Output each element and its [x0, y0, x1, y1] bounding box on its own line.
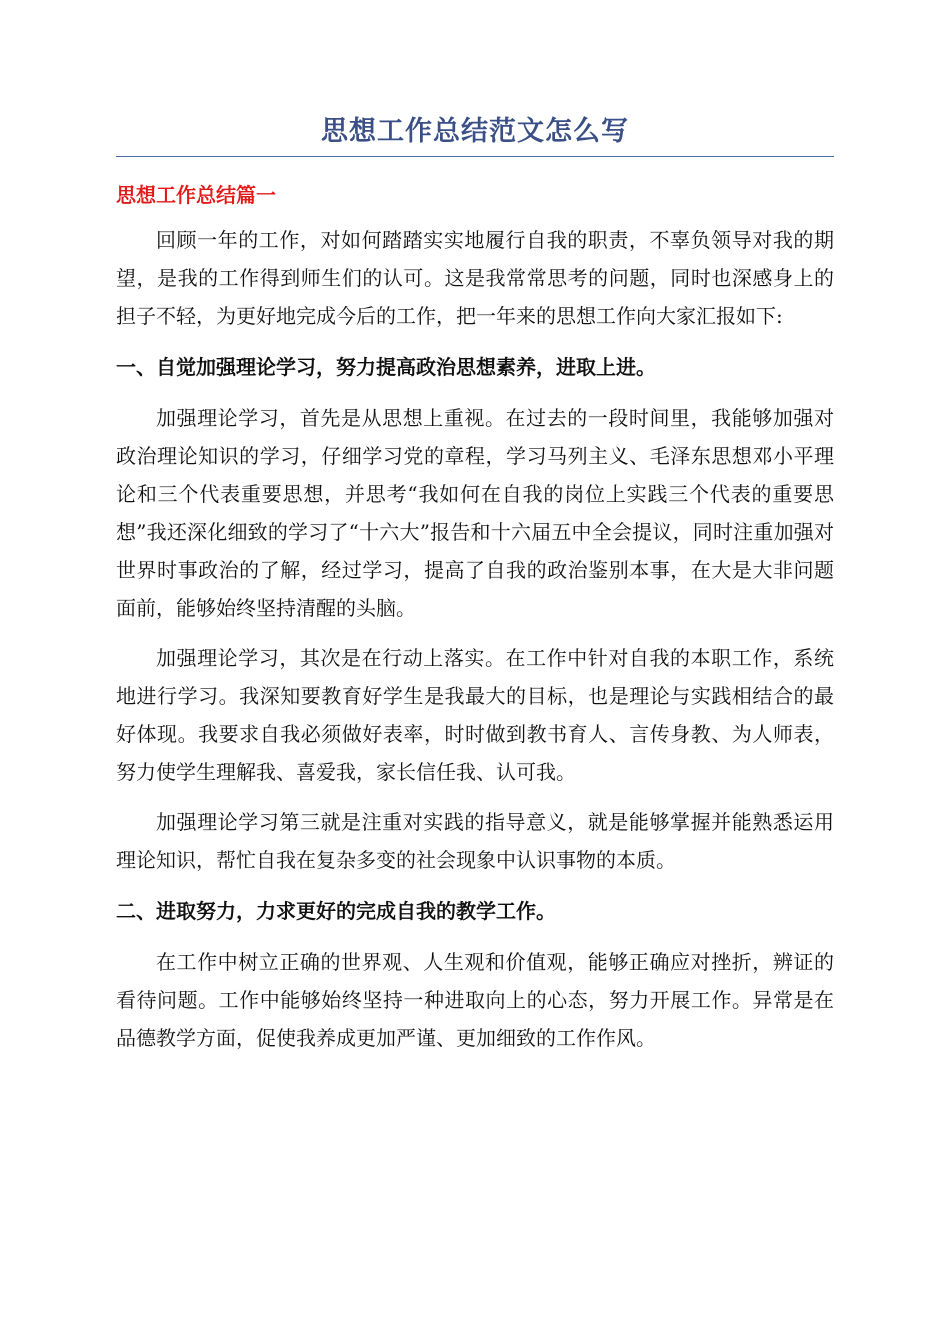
subheading-1: 一、自觉加强理论学习，努力提高政治思想素养，进取上进。	[116, 355, 656, 379]
paragraph-4: 在工作中树立正确的世界观、人生观和价值观，能够正确应对挫折，辨证的看待问题。工作中能够始终坚持一种进取向上的心态，努力开展工作。异常是在品德教学方面，促使我养成更加严谨、更加细致的工作作风。	[116, 950, 834, 1050]
paragraph-1: 加强理论学习，首先是从思想上重视。在过去的一段时间里，我能够加强对政治理论知识的学习，仔细学习党的章程，学习马列主义、毛泽东思想邓小平理论和三个代表重要思想，并思考“我如何在自我的岗位上实践三个代表的重要思想”我还深化细致的学习了“十六大”报告和十六届五中全会提议，同时注重加强对世界时事政治的了解，经过学习，提高了自我的政治鉴别本事，在大是大非问题面前，能够始终坚持清醒的头脑。	[116, 406, 834, 620]
section-heading: 思想工作总结篇一	[116, 183, 276, 207]
title-underline	[116, 156, 834, 157]
document-title: 思想工作总结范文怎么写	[321, 116, 629, 147]
paragraph-2: 加强理论学习，其次是在行动上落实。在工作中针对自我的本职工作，系统地进行学习。我深知要教育好学生是我最大的目标，也是理论与实践相结合的最好体现。我要求自我必须做好表率，时时做到教书育人、言传身教、为人师表，努力使学生理解我、喜爱我，家长信任我、认可我。	[116, 646, 834, 784]
intro-paragraph: 回顾一年的工作，对如何踏踏实实地履行自我的职责，不辜负领导对我的期望，是我的工作得到师生们的认可。这是我常常思考的问题，同时也深感身上的担子不轻，为更好地完成今后的工作，把一年来的思想工作向大家汇报如下:	[116, 228, 834, 328]
document-page	[116, 110, 834, 1069]
subheading-2: 二、进取努力，力求更好的完成自我的教学工作。	[116, 899, 556, 923]
paragraph-3: 加强理论学习第三就是注重对实践的指导意义，就是能够掌握并能熟悉运用理论知识，帮忙自我在复杂多变的社会现象中认识事物的本质。	[116, 810, 834, 872]
